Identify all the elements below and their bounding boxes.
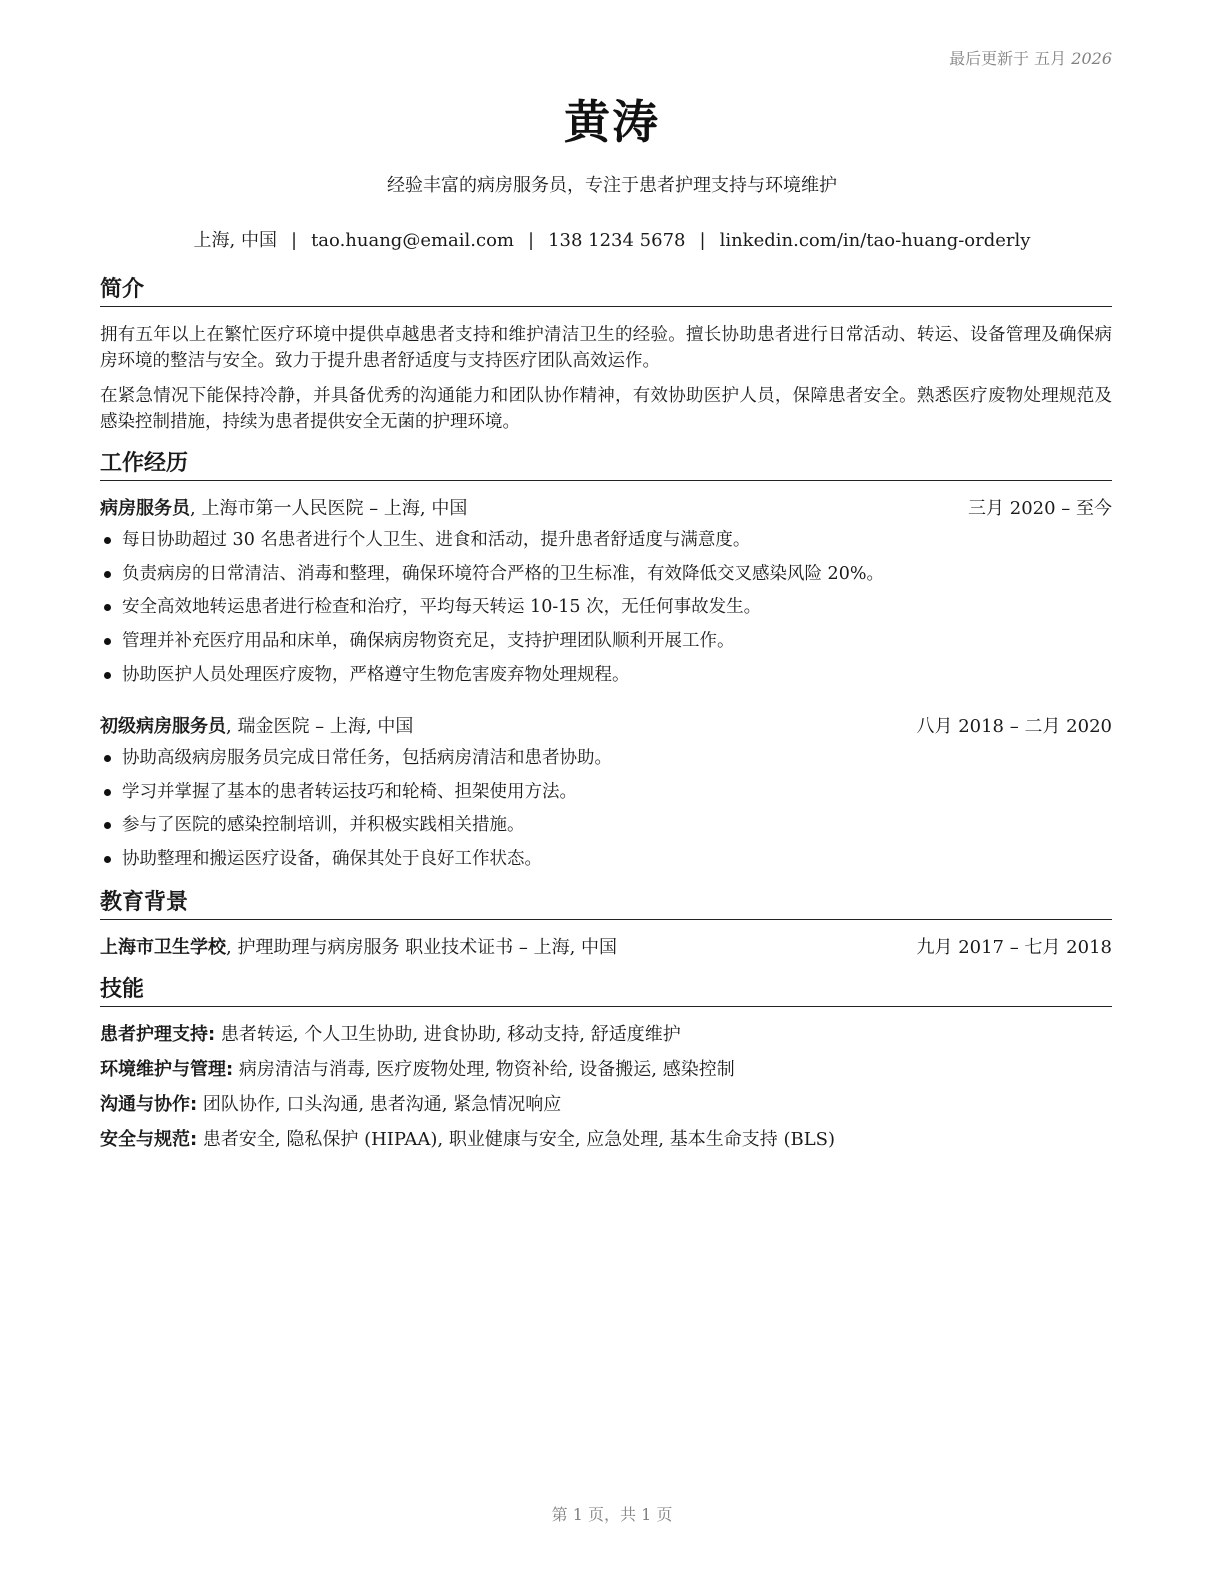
skill-category: 环境维护与管理: [100, 1059, 234, 1080]
job-bullets [100, 745, 1112, 880]
education-detail: , 护理助理与病房服务 职业技术证书 – 上海, 中国 [226, 937, 618, 958]
summary-paragraph: 在紧急情况下能保持冷静，并具备优秀的沟通能力和团队协作精神，有效协助医护人员，保障患者安全。熟悉医疗废物处理规范及感染控制措施，持续为患者提供安全无菌的护理环境。 [100, 386, 1112, 432]
skill-row [100, 1092, 1112, 1118]
candidate-name: 黄涛 [564, 95, 660, 149]
list-item: 协助医护人员处理医疗废物，严格遵守生物危害废弃物处理规程。 [100, 662, 1112, 696]
job-dates: 八月 2018 – 二月 2020 [916, 716, 1112, 737]
last-updated-label: 最后更新于 [949, 49, 1030, 68]
job-role: 病房服务员 [100, 498, 190, 519]
skill-row [100, 1057, 1112, 1083]
list-item: 负责病房的日常清洁、消毒和整理，确保环境符合严格的卫生标准，有效降低交叉感染风险 20%。 [100, 561, 1112, 595]
job-header [100, 714, 1112, 740]
job-title-line [100, 496, 467, 522]
job-role: 初级病房服务员 [100, 716, 226, 737]
education-title-line [100, 935, 617, 961]
job-bullets [100, 527, 1112, 695]
job-header [100, 496, 1112, 522]
skill-items: 患者安全, 隐私保护 (HIPAA), 职业健康与安全, 应急处理, 基本生命支持 (BLS) [197, 1129, 836, 1150]
skill-items: 病房清洁与消毒, 医疗废物处理, 物资补给, 设备搬运, 感染控制 [233, 1059, 735, 1080]
headline: 经验丰富的病房服务员，专注于患者护理支持与环境维护 [387, 175, 837, 196]
list-item: 安全高效地转运患者进行检查和治疗，平均每天转运 10-15 次，无任何事故发生。 [100, 594, 1112, 628]
contact-phone: 138 1234 5678 [548, 230, 686, 251]
skill-category: 安全与规范: [100, 1129, 198, 1150]
last-updated-month: 五月 [1034, 49, 1067, 68]
list-item: 协助整理和搬运医疗设备，确保其处于良好工作状态。 [100, 846, 1112, 880]
contact-email[interactable]: tao.huang@email.com [311, 230, 514, 251]
contact-line [0, 226, 1224, 252]
job-org: , 瑞金医院 – 上海, 中国 [226, 716, 414, 737]
job-dates: 三月 2020 – 至今 [968, 498, 1112, 519]
section-title-summary: 简介 [100, 276, 1112, 307]
list-item: 管理并补充医疗用品和床单，确保病房物资充足，支持护理团队顺利开展工作。 [100, 628, 1112, 662]
contact-separator: | [699, 230, 706, 251]
list-item: 协助高级病房服务员完成日常任务，包括病房清洁和患者协助。 [100, 745, 1112, 779]
contact-linkedin[interactable]: linkedin.com/in/tao-huang-orderly [719, 230, 1031, 251]
job-title-line [100, 714, 413, 740]
section-title-experience: 工作经历 [100, 450, 1112, 481]
skill-row [100, 1127, 1112, 1153]
list-item: 参与了医院的感染控制培训，并积极实践相关措施。 [100, 812, 1112, 846]
section-title-education: 教育背景 [100, 889, 1112, 920]
skill-category: 沟通与协作: [100, 1094, 198, 1115]
skill-items: 患者转运, 个人卫生协助, 进食协助, 移动支持, 舒适度维护 [215, 1024, 681, 1045]
last-updated-year: 2026 [1071, 49, 1112, 68]
contact-separator: | [291, 230, 298, 251]
job-org: , 上海市第一人民医院 – 上海, 中国 [190, 498, 468, 519]
skill-category: 患者护理支持: [100, 1024, 216, 1045]
education-school: 上海市卫生学校 [100, 937, 226, 958]
skill-items: 团队协作, 口头沟通, 患者沟通, 紧急情况响应 [197, 1094, 562, 1115]
list-item: 每日协助超过 30 名患者进行个人卫生、进食和活动，提升患者舒适度与满意度。 [100, 527, 1112, 561]
section-title-skills: 技能 [100, 976, 1112, 1007]
contact-location: 上海, 中国 [193, 230, 277, 251]
summary-paragraph: 拥有五年以上在繁忙医疗环境中提供卓越患者支持和维护清洁卫生的经验。擅长协助患者进行日常活动、转运、设备管理及确保病房环境的整洁与安全。致力于提升患者舒适度与支持医疗团队高效运作。 [100, 325, 1112, 371]
last-updated [949, 46, 1112, 69]
list-item: 学习并掌握了基本的患者转运技巧和轮椅、担架使用方法。 [100, 779, 1112, 813]
page-footer: 第 1 页，共 1 页 [551, 1505, 673, 1524]
contact-separator: | [528, 230, 535, 251]
education-dates: 九月 2017 – 七月 2018 [916, 937, 1112, 958]
skill-row [100, 1022, 1112, 1048]
education-entry [100, 935, 1112, 961]
